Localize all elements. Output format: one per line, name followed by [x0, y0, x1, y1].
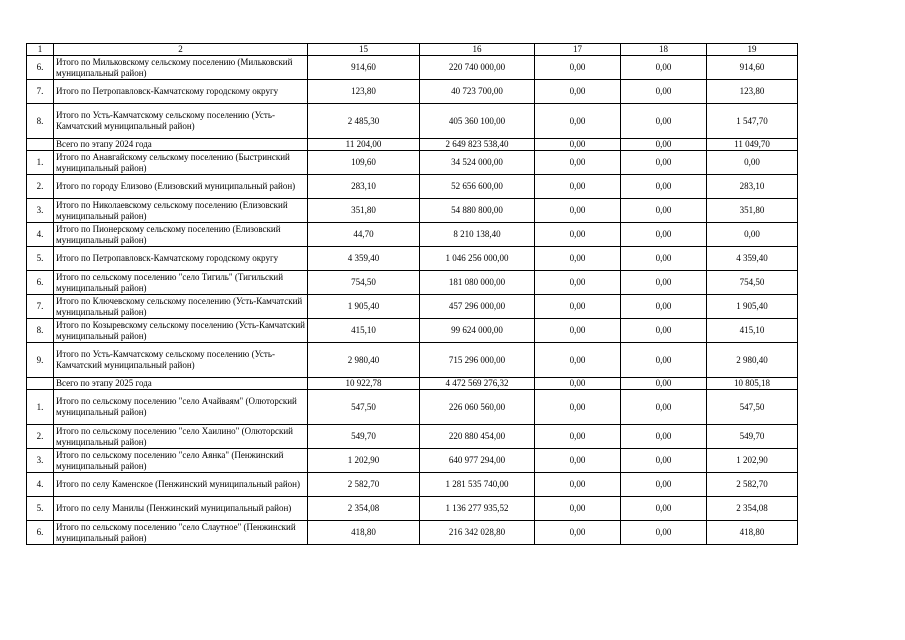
- row-name-cell: Итого по Петропавловск-Камчатскому городскому округу: [54, 80, 308, 104]
- table-row: [27, 80, 798, 104]
- row-name-cell: Итого по сельскому поселению "село Слаутное" (Пенжинский муниципальный район): [54, 521, 308, 545]
- row-number-cell: 6.: [27, 521, 54, 545]
- table-row: [27, 151, 798, 175]
- value-cell-c19: 1 905,40: [707, 295, 798, 319]
- value-cell-c17: 0,00: [535, 199, 621, 223]
- value-cell-c18: 0,00: [621, 521, 707, 545]
- table-row: [27, 175, 798, 199]
- row-name-cell: Итого по Пионерскому сельскому поселению (Елизовский муниципальный район): [54, 223, 308, 247]
- value-cell-c19: 1 202,90: [707, 449, 798, 473]
- value-cell-c16: 40 723 700,00: [420, 80, 535, 104]
- data-table: [26, 43, 798, 545]
- value-cell-c17: 0,00: [535, 390, 621, 425]
- value-cell-c16: 220 740 000,00: [420, 56, 535, 80]
- value-cell-c18: 0,00: [621, 449, 707, 473]
- table-row: [27, 271, 798, 295]
- value-cell-c16: 1 281 535 740,00: [420, 473, 535, 497]
- table-row: [27, 295, 798, 319]
- row-name-cell: Итого по Анавгайскому сельскому поселению (Быстринский муниципальный район): [54, 151, 308, 175]
- value-cell-c19: 415,10: [707, 319, 798, 343]
- value-cell-c15: 11 204,00: [308, 139, 420, 151]
- value-cell-c19: 0,00: [707, 151, 798, 175]
- table-row: [27, 521, 798, 545]
- value-cell-c15: 123,80: [308, 80, 420, 104]
- row-number-cell: 3.: [27, 199, 54, 223]
- row-name-cell: Итого по Усть-Камчатскому сельскому поселению (Усть-Камчатский муниципальный район): [54, 104, 308, 139]
- row-number-cell: 8.: [27, 319, 54, 343]
- row-number-cell: [27, 139, 54, 151]
- value-cell-c19: 418,80: [707, 521, 798, 545]
- value-cell-c16: 181 080 000,00: [420, 271, 535, 295]
- value-cell-c18: 0,00: [621, 271, 707, 295]
- table-row: [27, 223, 798, 247]
- value-cell-c15: 2 980,40: [308, 343, 420, 378]
- value-cell-c17: 0,00: [535, 175, 621, 199]
- table-row: [27, 390, 798, 425]
- value-cell-c17: 0,00: [535, 56, 621, 80]
- value-cell-c16: 4 472 569 276,32: [420, 378, 535, 390]
- row-name-cell: Итого по Усть-Камчатскому сельскому поселению (Усть-Камчатский муниципальный район): [54, 343, 308, 378]
- value-cell-c15: 2 354,08: [308, 497, 420, 521]
- value-cell-c16: 220 880 454,00: [420, 425, 535, 449]
- row-number-cell: 6.: [27, 271, 54, 295]
- value-cell-c16: 54 880 800,00: [420, 199, 535, 223]
- value-cell-c16: 226 060 560,00: [420, 390, 535, 425]
- value-cell-c19: 4 359,40: [707, 247, 798, 271]
- row-name-cell: Итого по сельскому поселению "село Хаилино" (Олюторский муниципальный район): [54, 425, 308, 449]
- value-cell-c17: 0,00: [535, 378, 621, 390]
- value-cell-c19: 2 582,70: [707, 473, 798, 497]
- value-cell-c17: 0,00: [535, 343, 621, 378]
- value-cell-c15: 2 582,70: [308, 473, 420, 497]
- row-number-cell: 5.: [27, 497, 54, 521]
- value-cell-c18: 0,00: [621, 80, 707, 104]
- table-row: [27, 343, 798, 378]
- value-cell-c18: 0,00: [621, 319, 707, 343]
- row-number-cell: 5.: [27, 247, 54, 271]
- table-row: [27, 104, 798, 139]
- row-number-cell: 6.: [27, 56, 54, 80]
- value-cell-c17: 0,00: [535, 139, 621, 151]
- header-row: [27, 44, 798, 56]
- row-name-cell: Итого по сельскому поселению "село Тигиль" (Тигильский муниципальный район): [54, 271, 308, 295]
- header-cell: 1: [27, 44, 54, 56]
- value-cell-c16: 405 360 100,00: [420, 104, 535, 139]
- value-cell-c19: 123,80: [707, 80, 798, 104]
- table-row: [27, 449, 798, 473]
- row-name-cell: Итого по селу Каменское (Пенжинский муниципальный район): [54, 473, 308, 497]
- value-cell-c15: 547,50: [308, 390, 420, 425]
- value-cell-c19: 754,50: [707, 271, 798, 295]
- value-cell-c16: 52 656 600,00: [420, 175, 535, 199]
- value-cell-c15: 4 359,40: [308, 247, 420, 271]
- value-cell-c18: 0,00: [621, 378, 707, 390]
- table-row: [27, 425, 798, 449]
- header-cell: 19: [707, 44, 798, 56]
- value-cell-c19: 547,50: [707, 390, 798, 425]
- row-name-cell: Итого по сельскому поселению "село Аянка" (Пенжинский муниципальный район): [54, 449, 308, 473]
- value-cell-c17: 0,00: [535, 449, 621, 473]
- value-cell-c19: 351,80: [707, 199, 798, 223]
- value-cell-c17: 0,00: [535, 151, 621, 175]
- table-row: [27, 319, 798, 343]
- value-cell-c17: 0,00: [535, 247, 621, 271]
- value-cell-c17: 0,00: [535, 497, 621, 521]
- total-row: [27, 139, 798, 151]
- value-cell-c19: 10 805,18: [707, 378, 798, 390]
- row-name-cell: Итого по селу Манилы (Пенжинский муниципальный район): [54, 497, 308, 521]
- value-cell-c18: 0,00: [621, 425, 707, 449]
- value-cell-c19: 2 354,08: [707, 497, 798, 521]
- header-cell: 2: [54, 44, 308, 56]
- value-cell-c18: 0,00: [621, 473, 707, 497]
- value-cell-c18: 0,00: [621, 247, 707, 271]
- row-name-cell: Итого по Николаевскому сельскому поселению (Елизовский муниципальный район): [54, 199, 308, 223]
- table-row: [27, 247, 798, 271]
- value-cell-c16: 2 649 823 538,40: [420, 139, 535, 151]
- value-cell-c16: 99 624 000,00: [420, 319, 535, 343]
- row-number-cell: 8.: [27, 104, 54, 139]
- value-cell-c18: 0,00: [621, 151, 707, 175]
- value-cell-c18: 0,00: [621, 199, 707, 223]
- row-name-cell: Всего по этапу 2024 года: [54, 139, 308, 151]
- row-number-cell: 2.: [27, 425, 54, 449]
- value-cell-c16: 216 342 028,80: [420, 521, 535, 545]
- value-cell-c18: 0,00: [621, 139, 707, 151]
- value-cell-c15: 10 922,78: [308, 378, 420, 390]
- table-row: [27, 56, 798, 80]
- value-cell-c18: 0,00: [621, 295, 707, 319]
- value-cell-c17: 0,00: [535, 80, 621, 104]
- value-cell-c16: 8 210 138,40: [420, 223, 535, 247]
- value-cell-c16: 34 524 000,00: [420, 151, 535, 175]
- row-name-cell: Итого по Ключевскому сельскому поселению (Усть-Камчатский муниципальный район): [54, 295, 308, 319]
- value-cell-c15: 109,60: [308, 151, 420, 175]
- row-name-cell: Итого по городу Елизово (Елизовский муниципальный район): [54, 175, 308, 199]
- value-cell-c16: 457 296 000,00: [420, 295, 535, 319]
- row-number-cell: 4.: [27, 473, 54, 497]
- header-cell: 18: [621, 44, 707, 56]
- row-name-cell: Итого по Козыревскому сельскому поселению (Усть-Камчатский муниципальный район): [54, 319, 308, 343]
- value-cell-c18: 0,00: [621, 343, 707, 378]
- value-cell-c15: 1 905,40: [308, 295, 420, 319]
- value-cell-c17: 0,00: [535, 295, 621, 319]
- row-number-cell: 2.: [27, 175, 54, 199]
- table-row: [27, 497, 798, 521]
- value-cell-c16: 1 136 277 935,52: [420, 497, 535, 521]
- value-cell-c19: 2 980,40: [707, 343, 798, 378]
- value-cell-c17: 0,00: [535, 223, 621, 247]
- table-row: [27, 199, 798, 223]
- row-name-cell: Итого по Петропавловск-Камчатскому городскому округу: [54, 247, 308, 271]
- value-cell-c15: 754,50: [308, 271, 420, 295]
- value-cell-c18: 0,00: [621, 175, 707, 199]
- value-cell-c15: 283,10: [308, 175, 420, 199]
- value-cell-c15: 351,80: [308, 199, 420, 223]
- row-name-cell: Итого по сельскому поселению "село Ачайваям" (Олюторский муниципальный район): [54, 390, 308, 425]
- value-cell-c15: 2 485,30: [308, 104, 420, 139]
- value-cell-c19: 914,60: [707, 56, 798, 80]
- row-number-cell: [27, 378, 54, 390]
- value-cell-c17: 0,00: [535, 521, 621, 545]
- value-cell-c15: 418,80: [308, 521, 420, 545]
- value-cell-c19: 283,10: [707, 175, 798, 199]
- header-cell: 15: [308, 44, 420, 56]
- value-cell-c19: 1 547,70: [707, 104, 798, 139]
- row-number-cell: 9.: [27, 343, 54, 378]
- value-cell-c16: 1 046 256 000,00: [420, 247, 535, 271]
- row-number-cell: 4.: [27, 223, 54, 247]
- value-cell-c18: 0,00: [621, 104, 707, 139]
- value-cell-c17: 0,00: [535, 425, 621, 449]
- row-number-cell: 1.: [27, 151, 54, 175]
- value-cell-c16: 715 296 000,00: [420, 343, 535, 378]
- header-cell: 17: [535, 44, 621, 56]
- row-number-cell: 7.: [27, 80, 54, 104]
- row-number-cell: 7.: [27, 295, 54, 319]
- row-name-cell: Итого по Мильковскому сельскому поселению (Мильковский муниципальный район): [54, 56, 308, 80]
- table-row: [27, 473, 798, 497]
- value-cell-c19: 549,70: [707, 425, 798, 449]
- row-name-cell: Всего по этапу 2025 года: [54, 378, 308, 390]
- value-cell-c17: 0,00: [535, 104, 621, 139]
- row-number-cell: 1.: [27, 390, 54, 425]
- value-cell-c16: 640 977 294,00: [420, 449, 535, 473]
- row-number-cell: 3.: [27, 449, 54, 473]
- value-cell-c18: 0,00: [621, 497, 707, 521]
- value-cell-c18: 0,00: [621, 223, 707, 247]
- value-cell-c17: 0,00: [535, 473, 621, 497]
- header-cell: 16: [420, 44, 535, 56]
- value-cell-c15: 549,70: [308, 425, 420, 449]
- total-row: [27, 378, 798, 390]
- value-cell-c15: 415,10: [308, 319, 420, 343]
- value-cell-c15: 914,60: [308, 56, 420, 80]
- value-cell-c17: 0,00: [535, 319, 621, 343]
- value-cell-c19: 11 049,70: [707, 139, 798, 151]
- value-cell-c15: 44,70: [308, 223, 420, 247]
- value-cell-c17: 0,00: [535, 271, 621, 295]
- value-cell-c15: 1 202,90: [308, 449, 420, 473]
- value-cell-c18: 0,00: [621, 390, 707, 425]
- value-cell-c19: 0,00: [707, 223, 798, 247]
- value-cell-c18: 0,00: [621, 56, 707, 80]
